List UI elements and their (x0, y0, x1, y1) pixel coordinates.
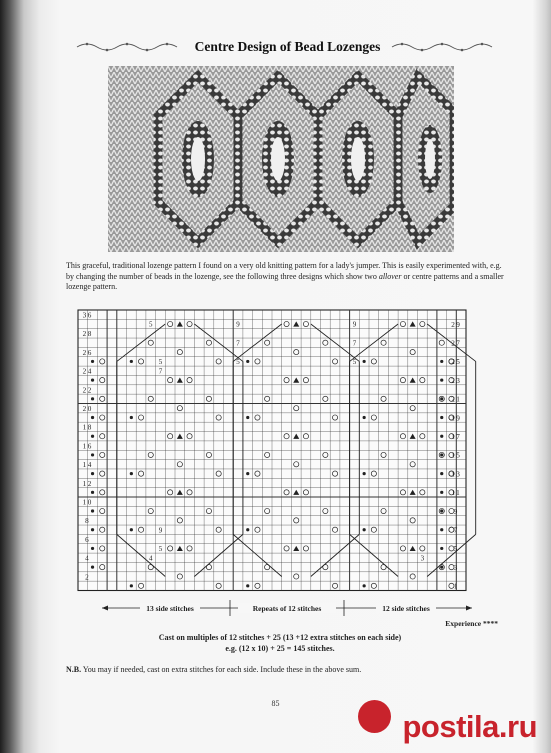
row-label-left: 8 (85, 517, 91, 526)
cell-number: 5 (158, 545, 163, 554)
vine-ornament-left-icon (75, 41, 185, 53)
cell-number: 7 (158, 367, 163, 376)
bead-icon (246, 472, 249, 475)
row-label-right: 21 (451, 395, 462, 404)
bead-icon (130, 472, 133, 475)
bead-icon (91, 472, 94, 475)
experience-rating: Experience **** (445, 619, 498, 628)
bead-icon (91, 397, 94, 400)
cell-number: 4 (149, 554, 153, 563)
nb-text: You may if needed, cast on extra stitches for each side. Include these in the above sum. (81, 665, 362, 674)
bead-icon (91, 379, 94, 382)
bead-icon (91, 453, 94, 456)
description-post: or centre patterns and a smaller lozenge pattern. (66, 271, 504, 291)
nb-note (66, 665, 506, 675)
bead-icon (91, 566, 94, 569)
pattern-description (66, 261, 506, 293)
row-label-right: 19 (451, 414, 462, 423)
bead-icon (363, 528, 366, 531)
bead-icon (440, 547, 443, 550)
bead-icon (91, 528, 94, 531)
cell-number: 9 (158, 526, 163, 535)
row-label-right: 7 (453, 526, 459, 535)
bead-icon (440, 528, 443, 531)
cast-on-line-2: e.g. (12 x 10) + 25 = 145 stitches. (225, 643, 335, 653)
watermark-bead-icon (358, 700, 391, 733)
cell-number: 7 (236, 339, 240, 348)
cell-number: 3 (420, 554, 425, 563)
row-label-left: 20 (82, 404, 93, 413)
cell-number: 9 (236, 320, 240, 329)
row-label-left: 16 (82, 442, 93, 451)
cast-on-line-1: Cast on multiples of 12 stitches + 25 (13 +12 extra stitches on each side) (158, 633, 402, 642)
bead-icon (440, 566, 443, 569)
row-label-right: 15 (451, 451, 462, 460)
side-stitches-left-label: 13 side stitches (146, 604, 194, 613)
title-row (60, 36, 515, 58)
bead-icon (440, 472, 443, 475)
nb-label: N.B. (66, 665, 82, 674)
row-label-right: 9 (453, 507, 459, 516)
row-label-left: 4 (85, 554, 91, 563)
description-line-1: This graceful, traditional lozenge pattern I found on a very old knitting pattern for a lady's jumper. This is easily experimented with, e.g. by changing the number of beads in the lozenge, see the following three designs which show (66, 261, 502, 281)
bead-icon (91, 547, 94, 550)
bead-icon (440, 491, 443, 494)
page-edge (533, 0, 551, 753)
chart-footer (102, 600, 498, 628)
knitted-swatch-photo (108, 66, 454, 252)
bead-icon (246, 584, 249, 587)
row-label-left: 26 (82, 348, 93, 357)
bead-icon (440, 416, 443, 419)
cell-number: 7 (352, 339, 357, 348)
bead-icon (130, 360, 133, 363)
row-label-right: 3 (453, 563, 459, 572)
bead-icon (91, 509, 94, 512)
cell-number: 5 (158, 358, 163, 367)
row-label-left: 2 (85, 573, 91, 582)
row-label-left: 12 (82, 479, 93, 488)
row-label-left: 6 (85, 535, 91, 544)
row-label-left: 10 (82, 498, 93, 507)
bead-icon (91, 491, 94, 494)
bead-icon (91, 435, 94, 438)
bead-icon (440, 509, 443, 512)
cast-on-instructions (60, 633, 500, 654)
repeat-label: Repeats of 12 stitches (252, 604, 322, 613)
row-label-left: 24 (82, 367, 93, 376)
watermark: postila.ru (402, 709, 537, 744)
row-label-right: 11 (451, 489, 462, 498)
bead-icon (440, 379, 443, 382)
bead-icon (363, 416, 366, 419)
bead-icon (91, 416, 94, 419)
row-label-right: 25 (451, 358, 462, 367)
bead-icon (440, 435, 443, 438)
description-emphasis: allover (378, 271, 402, 281)
cell-number: 5 (149, 320, 153, 329)
row-label-left: 18 (82, 423, 93, 432)
arrow-left-icon (102, 606, 108, 611)
bead-icon (440, 453, 443, 456)
bead-icon (91, 360, 94, 363)
description-pre: two (364, 271, 379, 281)
vine-ornament-right-icon (390, 41, 500, 53)
bead-icon (363, 584, 366, 587)
page-number: 85 (271, 699, 280, 708)
row-label-left: 36 (82, 311, 93, 320)
chart-grid (78, 310, 466, 591)
row-label-right: 17 (451, 433, 462, 442)
bead-icon (246, 360, 249, 363)
row-label-right: 27 (451, 339, 462, 348)
bead-icon (440, 360, 443, 363)
bead-icon (246, 416, 249, 419)
row-label-left: 14 (82, 461, 93, 470)
page-title: Centre Design of Bead Lozenges (194, 39, 381, 54)
cell-number: 5 (236, 358, 240, 367)
bead-icon (130, 416, 133, 419)
row-label-left: 28 (82, 330, 93, 339)
bead-icon (363, 360, 366, 363)
row-label-left: 22 (82, 386, 93, 395)
cell-number: 5 (352, 358, 357, 367)
side-stitches-right-label: 12 side stitches (382, 604, 430, 613)
arrow-right-icon (466, 606, 472, 611)
row-label-right: 13 (451, 470, 462, 479)
knitting-chart (58, 302, 498, 632)
row-label-right: 29 (451, 320, 462, 329)
row-label-right: 23 (451, 376, 462, 385)
bead-icon (246, 528, 249, 531)
bead-icon (130, 528, 133, 531)
bead-icon (130, 584, 133, 587)
cell-number: 9 (352, 320, 357, 329)
row-label-right: 1 (453, 582, 459, 591)
bead-icon (363, 472, 366, 475)
bead-icon (440, 397, 443, 400)
row-label-right: 5 (453, 545, 459, 554)
